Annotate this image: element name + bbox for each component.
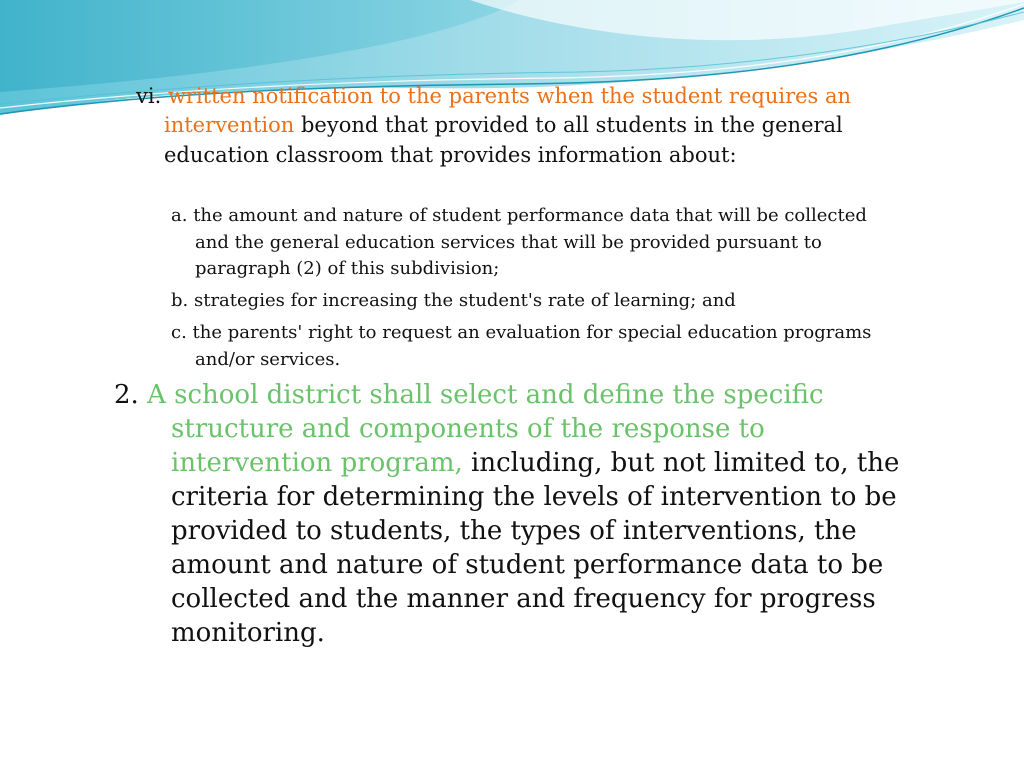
sub-item-c bbox=[171, 320, 895, 373]
highlighted-text: written notification to the parents when the student requires an intervention bbox=[164, 84, 852, 138]
body-text: the parents' right to request an evaluation for special education programs and/or services. bbox=[192, 322, 872, 370]
highlighted-text: A school district shall select and define the specific structure and components of the response to intervention program, bbox=[147, 380, 824, 478]
list-marker: a. bbox=[171, 205, 188, 226]
body-text: the amount and nature of student performance data that will be collected and the general education services that will be provided pursuant to paragraph (2) of this subdivision; bbox=[193, 205, 867, 279]
list-marker: 2. bbox=[114, 380, 139, 410]
sub-item-a bbox=[171, 203, 895, 283]
list-item-2 bbox=[114, 378, 931, 650]
sub-item-b bbox=[171, 288, 895, 315]
list-marker: c. bbox=[171, 322, 187, 343]
list-item-vi bbox=[136, 82, 884, 170]
list-marker: b. bbox=[171, 290, 189, 311]
body-text: strategies for increasing the student's rate of learning; and bbox=[193, 290, 736, 311]
body-text: including, but not limited to, the criteria for determining the levels of intervention to be provided to students, the types of interventions, the amount and nature of student performance data to be collected and the manner and frequency for progress monitoring. bbox=[171, 448, 900, 648]
body-text: beyond that provided to all students in the general education classroom that provides information about: bbox=[164, 113, 843, 167]
list-marker: vi. bbox=[136, 84, 162, 108]
